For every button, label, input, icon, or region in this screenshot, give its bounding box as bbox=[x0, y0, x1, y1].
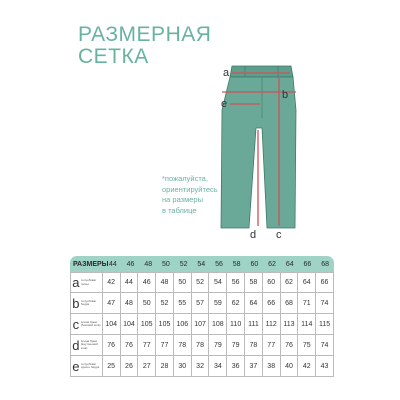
table-cell: 40 bbox=[281, 356, 299, 376]
table-cell: 54 bbox=[209, 273, 227, 292]
table-cell: 110 bbox=[227, 314, 245, 334]
note-line-2: ориентируйтесь bbox=[162, 184, 218, 194]
table-cell: 74 bbox=[316, 335, 334, 355]
measure-label-a: a bbox=[223, 67, 230, 79]
table-cell: 76 bbox=[281, 335, 299, 355]
table-cell: 79 bbox=[209, 335, 227, 355]
table-row bbox=[71, 335, 334, 356]
measure-label-c: c bbox=[276, 229, 282, 241]
table-cell: 59 bbox=[209, 293, 227, 313]
table-row bbox=[71, 293, 334, 314]
row-description: длина брюк (внутренний шов) bbox=[80, 339, 98, 350]
table-cell: 114 bbox=[298, 314, 316, 334]
row-label bbox=[71, 273, 103, 292]
table-cell: 50 bbox=[138, 293, 156, 313]
header-size: 50 bbox=[162, 260, 170, 268]
note-line-4: в таблице bbox=[162, 205, 197, 215]
header-size: 58 bbox=[232, 260, 241, 268]
table-cell: 36 bbox=[227, 356, 245, 376]
table-cell: 77 bbox=[263, 335, 281, 355]
header-size: 64 bbox=[285, 260, 294, 268]
table-cell: 57 bbox=[192, 293, 210, 313]
table-cell: 106 bbox=[174, 314, 192, 334]
header-size: 60 bbox=[250, 260, 259, 268]
row-label bbox=[71, 335, 103, 355]
row-description: полуобхват бедра bbox=[80, 299, 97, 306]
row-letter: a bbox=[72, 275, 80, 290]
row-label bbox=[71, 293, 103, 313]
table-cell: 66 bbox=[316, 273, 334, 292]
table-cell: 76 bbox=[103, 335, 121, 355]
table-row bbox=[71, 314, 334, 335]
table-cell: 30 bbox=[174, 356, 192, 376]
table-cell: 68 bbox=[281, 293, 299, 313]
table-cell: 44 bbox=[121, 273, 139, 292]
row-description: полуобхват талии bbox=[80, 279, 97, 286]
table-cell: 32 bbox=[192, 356, 210, 376]
row-letter: d bbox=[72, 337, 80, 353]
table-cell: 74 bbox=[316, 293, 334, 313]
table-cell: 48 bbox=[156, 273, 174, 292]
table-cell: 56 bbox=[227, 273, 245, 292]
table-cell: 62 bbox=[227, 293, 245, 313]
table-cell: 62 bbox=[281, 273, 299, 292]
measure-label-e: e bbox=[221, 98, 228, 110]
table-cell: 112 bbox=[263, 314, 281, 334]
header-size: 62 bbox=[268, 260, 276, 268]
table-cell: 75 bbox=[298, 335, 316, 355]
table-cell: 48 bbox=[121, 293, 139, 313]
table-cell: 78 bbox=[245, 335, 263, 355]
size-table-body bbox=[70, 272, 334, 377]
table-cell: 52 bbox=[156, 293, 174, 313]
pants-waistband bbox=[230, 66, 293, 77]
header-size: 54 bbox=[197, 260, 206, 268]
table-cell: 27 bbox=[138, 356, 156, 376]
table-cell: 55 bbox=[174, 293, 192, 313]
row-letter: c bbox=[72, 316, 80, 332]
table-cell: 77 bbox=[138, 335, 156, 355]
row-label bbox=[71, 314, 103, 334]
title-line-2: СЕТКА bbox=[78, 45, 149, 68]
table-cell: 107 bbox=[192, 314, 210, 334]
row-description: полуобхват одного бедра bbox=[80, 362, 100, 369]
header-size: 44 bbox=[108, 260, 117, 268]
table-cell: 76 bbox=[121, 335, 139, 355]
table-cell: 43 bbox=[316, 356, 334, 376]
table-cell: 104 bbox=[103, 314, 121, 334]
row-letter: e bbox=[72, 358, 80, 374]
note-line-1: *пожалуйста, bbox=[162, 174, 208, 183]
table-cell: 108 bbox=[209, 314, 227, 334]
note-line-3: на размеры bbox=[162, 195, 203, 204]
table-cell: 77 bbox=[156, 335, 174, 355]
header-size: 68 bbox=[321, 260, 329, 268]
header-size: 56 bbox=[215, 260, 223, 268]
table-cell: 113 bbox=[281, 314, 299, 334]
table-cell: 26 bbox=[121, 356, 139, 376]
size-note bbox=[162, 174, 218, 216]
table-cell: 78 bbox=[174, 335, 192, 355]
size-table-header bbox=[70, 256, 334, 272]
table-cell: 25 bbox=[103, 356, 121, 376]
table-cell: 60 bbox=[263, 273, 281, 292]
table-cell: 105 bbox=[138, 314, 156, 334]
table-cell: 46 bbox=[138, 273, 156, 292]
measure-label-b: b bbox=[282, 89, 289, 101]
header-size: 66 bbox=[303, 260, 312, 268]
table-cell: 104 bbox=[121, 314, 139, 334]
row-label bbox=[71, 356, 103, 376]
table-cell: 50 bbox=[174, 273, 192, 292]
size-table bbox=[70, 256, 334, 377]
table-cell: 105 bbox=[156, 314, 174, 334]
table-cell: 38 bbox=[263, 356, 281, 376]
header-size: 48 bbox=[144, 260, 153, 268]
table-cell: 71 bbox=[298, 293, 316, 313]
table-cell: 111 bbox=[245, 314, 263, 334]
header-size: 46 bbox=[126, 260, 135, 268]
table-cell: 78 bbox=[192, 335, 210, 355]
row-description: длина брюк (боковой шов) bbox=[80, 320, 101, 327]
table-cell: 115 bbox=[316, 314, 334, 334]
table-cell: 28 bbox=[156, 356, 174, 376]
header-label: РАЗМЕРЫ bbox=[73, 260, 109, 268]
measure-label-d: d bbox=[250, 229, 257, 241]
table-cell: 34 bbox=[209, 356, 227, 376]
table-cell: 52 bbox=[192, 273, 210, 292]
header-size: 52 bbox=[179, 260, 188, 268]
table-cell: 64 bbox=[298, 273, 316, 292]
table-cell: 64 bbox=[245, 293, 263, 313]
table-cell: 42 bbox=[103, 273, 121, 292]
table-cell: 79 bbox=[227, 335, 245, 355]
table-cell: 58 bbox=[245, 273, 263, 292]
table-row bbox=[71, 272, 334, 293]
table-row bbox=[71, 356, 334, 377]
table-cell: 66 bbox=[263, 293, 281, 313]
table-cell: 37 bbox=[245, 356, 263, 376]
table-cell: 47 bbox=[103, 293, 121, 313]
title-line-1: РАЗМЕРНАЯ bbox=[78, 23, 212, 46]
table-cell: 42 bbox=[298, 356, 316, 376]
row-letter: b bbox=[72, 295, 80, 311]
